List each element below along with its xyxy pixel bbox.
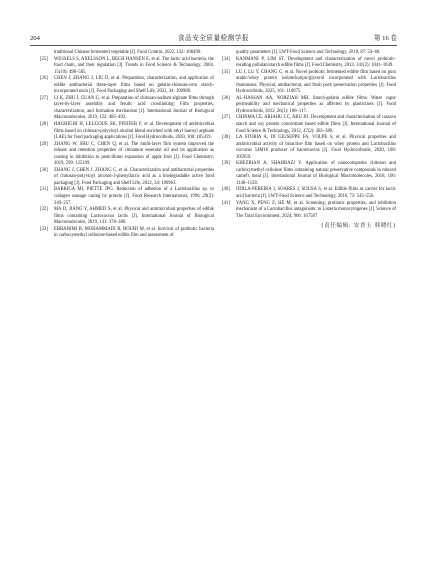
reference-entry: [222, 161, 396, 187]
reference-text: LI K, ZHU J, GUAN G, et al. Preparation of chitosan-sodium alginate films through layer-by-layer assembly and ferulic acid crosslinking: Film properties, characterization, and formation mechanism [J]. International Journal of Biological Macromolecules, 2019, 122: 485–492.: [54, 95, 214, 121]
reference-text: KHEZRIAN A, SHAHBAZI Y. Application of nanocomposite chitosan and carboxymethyl cellulose films containing natural preservative compounds in minced camel's meat [J]. International Journal of Biological Macromolecules, 2018, 106: 1146–1158.: [236, 161, 396, 186]
reference-number: [40]: [222, 187, 230, 193]
reference-entry: [222, 115, 396, 135]
reference-text: KANMANI P, LIM ST. Development and characterization of novel probiotic-residing pullulan/starch edible films [J]. Food Chemistry, 2013, 141(2): 1041–1049.: [236, 56, 396, 69]
reference-entry: [40, 142, 214, 168]
reference-entry: [40, 187, 214, 207]
reference-number: [29]: [40, 141, 48, 147]
reference-text: quality parameters [J]. LWT-Food Science and Technology, 2018, 87: 54–60.: [236, 50, 381, 55]
reference-text: AL-HASSAN AA, NORZIAH MH. Starch-gelatin edible films: Water vapor permeability and mechanical properties as affected by plasticizers [J]. Food Hydrocolloids, 2012, 26(1): 108–117.: [236, 95, 396, 114]
editor-note: (责任编辑: 安香玉 韩晓红): [321, 223, 396, 230]
reference-number: [39]: [222, 161, 230, 167]
journal-title: 食品安全质量检测学报: [178, 35, 249, 42]
reference-text: LA STORIA A, DI GIUSEPPE FA, VOLPE S, et al. Physical properties and antimicrobial activity of bioactive film based on whey protein and Lactobacillus curvatus 54M16 producer of bacteriocins [J]. Food Hydrocolloids, 2020, 108: 105959.: [236, 135, 396, 160]
reference-number: [34]: [222, 56, 230, 62]
reference-text: MA D, JIANG Y, AHMED S, et al. Physical and antimicrobial properties of edible films containing Lactococcus lactis [J]. International Journal of Biological Macromolecules, 2019, 141: 378–386.: [54, 207, 214, 226]
reference-text: ZHANG W, SHU C, CHEN Q, et al. The multi-layer film system improved the release and retention properties of cinnamon essential oil and its application as coating in inhibition to penicillium expansion of apple fruit [J]. Food Chemistry, 2019, 299: 125109.: [54, 141, 214, 167]
reference-text: LU J, LU Y, CHANG C, et al. Novel probiotic fermented edible film based on gum arabic/whey protein isolate/konjac/glycerol incorporated with Lactobacillus rhamnosus: Physical, antibacterial, and fresh pork preservation properties [J]. Food Hydrocolloids, 2025, 161: 110875.: [236, 69, 396, 95]
reference-entry: [222, 96, 396, 116]
reference-text: EBRAHIMI B, MOHAMMADI R, ROUHI M, et al. Survival of probiotic bacteria in carboxymethyl cellulose-based edible film and assessment of: [54, 226, 214, 239]
reference-text: CHINMA CE, ARIAHU CC, ABU JO. Development and characterization of cassava starch and soy protein concentrate based edible films [J]. International Journal of Food Science & Technology, 2012, 47(2): 383–389.: [236, 115, 396, 134]
references-left-column: [40, 50, 214, 240]
reference-entry: [40, 168, 214, 188]
reference-number: [25]: [40, 56, 48, 62]
reference-text: WESSELS S, AXELSSON L, BECH HANSEN E, et al. The lactic acid bacteria, the food chain, and their regulation [J]. Trends in Food Science & Technology, 2004, 15(10): 498–505.: [54, 56, 214, 75]
reference-number: [28]: [40, 122, 48, 128]
reference-entry: [40, 207, 214, 227]
reference-entry: [40, 96, 214, 122]
reference-number: [38]: [222, 135, 230, 141]
right-reference-list: [222, 50, 396, 220]
reference-entry: [222, 135, 396, 161]
reference-text: traditional Chinese fermented vegetable [J]. Food Control, 2022, 132: 108490.: [54, 50, 202, 55]
reference-number: [31]: [40, 187, 48, 193]
reference-number: [36]: [222, 95, 230, 101]
reference-entry: [222, 57, 396, 70]
header-rule: [30, 45, 397, 46]
reference-text: ODILA-PEREIRA J, SOARES J, SOUSA S, et al. Edible films as carrier for lactic acid bacteria [J]. LWT-Food Science and Technology, 2016, 73: 543–550.: [236, 187, 396, 200]
reference-number: [33]: [40, 226, 48, 232]
page-number: 204: [30, 35, 40, 42]
reference-number: [41]: [222, 200, 230, 206]
reference-entry: [40, 122, 214, 142]
reference-entry: [222, 187, 396, 200]
references-right-column: [222, 50, 396, 230]
reference-text: HAGHIGHI H, LEUGOUE SK, PFEIFER F, et al. Development of antimicrobial films based on chitosan-polyvinyl alcohol blend enriched with ethyl lauroyl arginate (LAE) for food packaging applications [J]. Food Hydrocolloids, 2020, 100: 105419.: [54, 122, 214, 141]
page-header: [30, 34, 397, 44]
volume-label: 第 16 卷: [373, 35, 397, 42]
reference-number: [26]: [40, 76, 48, 82]
reference-text: CHEN J, ZHANG J, LIU D, et al. Preparation, characterization, and application of edible antibacterial three-layer films based on gelatin-chitosan-corn starch-incorporated nisin [J]. Food Packaging and Shelf Life, 2022, 34: 100980.: [54, 76, 214, 95]
reference-number: [27]: [40, 95, 48, 101]
reference-number: [35]: [222, 69, 230, 75]
reference-entry: [222, 201, 396, 221]
reference-text: ZHANG J, CHEN J, ZHANG C, et al. Characterization and antibacterial properties of chitosan-polyvinyl alcohol-3-phenyllactic acid as a biodegradable active food packaging [J]. Food Packaging and Shelf Life, 2022, 34: 100963.: [54, 167, 214, 186]
reference-text: BARRIGA MI, PIETTE JPG. Reduction of adhesion of a Lactobacillus sp. to collagen sausage casing by protein [J]. Food Research International, 1996, 29(3): 249–257.: [54, 187, 214, 206]
reference-entry: [222, 70, 396, 96]
reference-entry: [40, 76, 214, 96]
reference-number: [37]: [222, 115, 230, 121]
reference-entry: [40, 57, 214, 77]
reference-text: YANG X, PENG Z, HE M, et al. Screening, probiotic properties, and inhibition mechanism of a Lactobacillus antagonistic to Listeria monocytogenes [J]. Science of The Total Environment, 2024, 906: 167587.: [236, 200, 396, 219]
reference-entry: [40, 227, 214, 240]
reference-number: [32]: [40, 207, 48, 213]
reference-number: [30]: [40, 167, 48, 173]
